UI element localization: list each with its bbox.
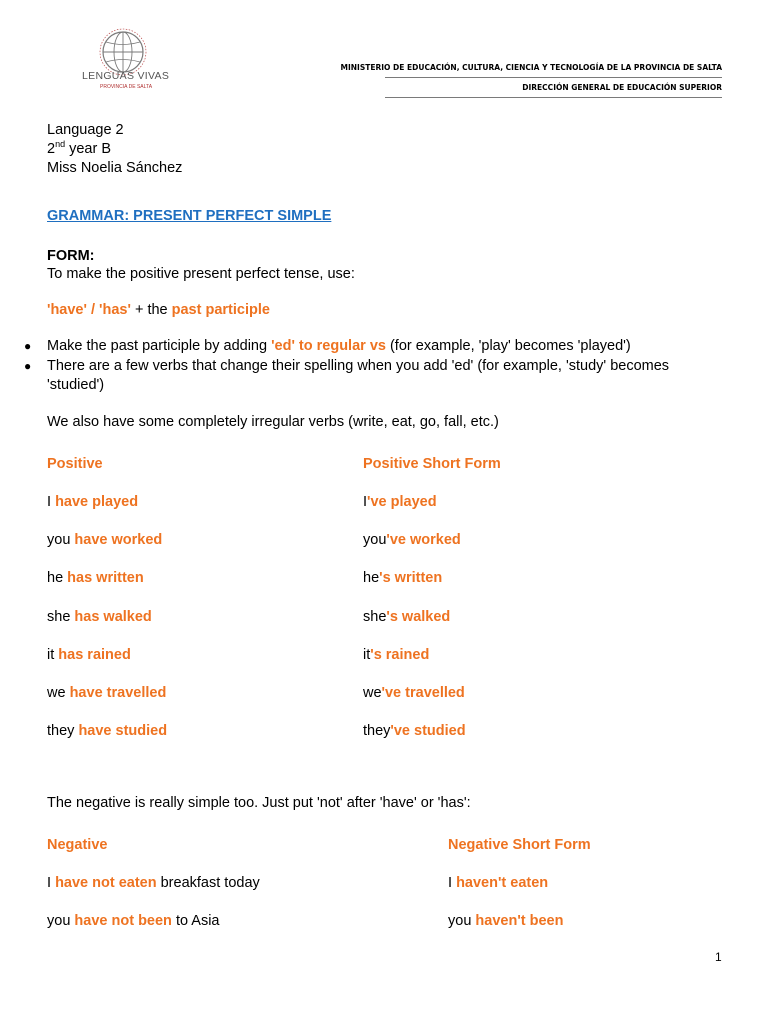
form-label: FORM: [47,248,95,264]
subject: we [47,685,70,701]
year-number: 2 [47,141,56,157]
institution-logo [78,28,168,98]
formula [47,301,270,320]
verb: 've worked [386,532,461,548]
logo-text: LENGUAS VIVAS [82,70,170,82]
positive-header: Positive [47,456,103,472]
verb: have not eaten [55,875,157,891]
verb: haven't been [475,913,564,929]
verb: 's written [379,570,443,586]
positive-row [47,569,144,588]
verb: 's walked [386,609,451,625]
verb: have worked [74,532,163,548]
subject: I [363,494,368,510]
year-ordinal: nd [55,139,66,150]
formula-past-participle: past participle [171,302,270,318]
formula-plus: + the [130,302,172,318]
subject: they [363,723,391,739]
ministry-header: MINISTERIO DE EDUCACIÓN, CULTURA, CIENCIA Y TECNOLOGÍA DE LA PROVINCIA DE SALTA [340,63,722,72]
subject: you [448,913,476,929]
verb: have studied [78,723,168,739]
verb: 've travelled [381,685,465,701]
bullet-1-text-a: Make the past participle by adding [47,338,272,354]
subject: we [363,685,382,701]
verb: 've played [367,494,437,510]
positive-short-row [363,608,450,627]
subject: he [363,570,380,586]
course-name: Language 2 [47,122,124,138]
subject: she [363,609,387,625]
subject: you [363,532,387,548]
positive-row [47,684,166,703]
verb: 's rained [370,647,430,663]
direction-header: DIRECCIÓN GENERAL DE EDUCACIÓN SUPERIOR [522,83,722,92]
complement: breakfast today [156,875,260,891]
bullet-icon: ● [24,339,32,353]
positive-short-row [363,722,466,741]
course-year [47,140,111,159]
subject: it [363,647,371,663]
subject: they [47,723,79,739]
formula-have-has: 'have' / 'has' [47,302,131,318]
subject: you [47,913,75,929]
bullet-1 [47,337,631,356]
header-divider [385,77,722,78]
form-description: To make the positive present perfect tense, use: [47,266,355,282]
positive-short-row [363,493,437,512]
positive-row [47,722,167,741]
positive-short-row [363,569,442,588]
negative-short-row [448,874,548,893]
page-number: 1 [715,950,722,964]
irregular-note: We also have some completely irregular verbs (write, eat, go, fall, etc.) [47,414,499,430]
negative-short-row [448,912,563,931]
verb: 've studied [390,723,466,739]
year-group: year B [65,141,112,157]
teacher-name: Miss Noelia Sánchez [47,160,183,176]
subject: it [47,647,59,663]
positive-row [47,531,162,550]
bullet-icon: ● [24,359,32,373]
page-title: GRAMMAR: PRESENT PERFECT SIMPLE [47,208,332,224]
verb: has walked [74,609,152,625]
positive-row [47,493,138,512]
subject: you [47,532,75,548]
verb: have not been [74,913,172,929]
header-divider-2 [385,97,722,98]
verb: has written [67,570,144,586]
positive-row [47,608,152,627]
bullet-1-highlight: 'ed' to regular vs [271,338,386,354]
positive-row [47,646,131,665]
verb: have travelled [69,685,167,701]
logo-subtext: PROVINCIA DE SALTA [100,84,153,90]
verb: haven't eaten [456,875,549,891]
negative-row [47,874,260,893]
positive-short-row [363,684,465,703]
positive-short-header: Positive Short Form [363,456,501,472]
complement: to Asia [171,913,220,929]
negative-short-header: Negative Short Form [448,837,591,853]
bullet-2: There are a few verbs that change their spelling when you add 'ed' (for example, 'study' becomes 'studied') [47,358,670,393]
subject: she [47,609,75,625]
subject: I [47,875,56,891]
positive-short-row [363,531,461,550]
negative-intro: The negative is really simple too. Just put 'not' after 'have' or 'has': [47,795,471,811]
verb: have played [55,494,139,510]
bullet-1-text-c: (for example, 'play' becomes 'played') [385,338,631,354]
subject: I [47,494,56,510]
subject: he [47,570,68,586]
positive-short-row [363,646,429,665]
subject: I [448,875,457,891]
negative-row [47,912,219,931]
negative-header: Negative [47,837,108,853]
verb: has rained [58,647,131,663]
